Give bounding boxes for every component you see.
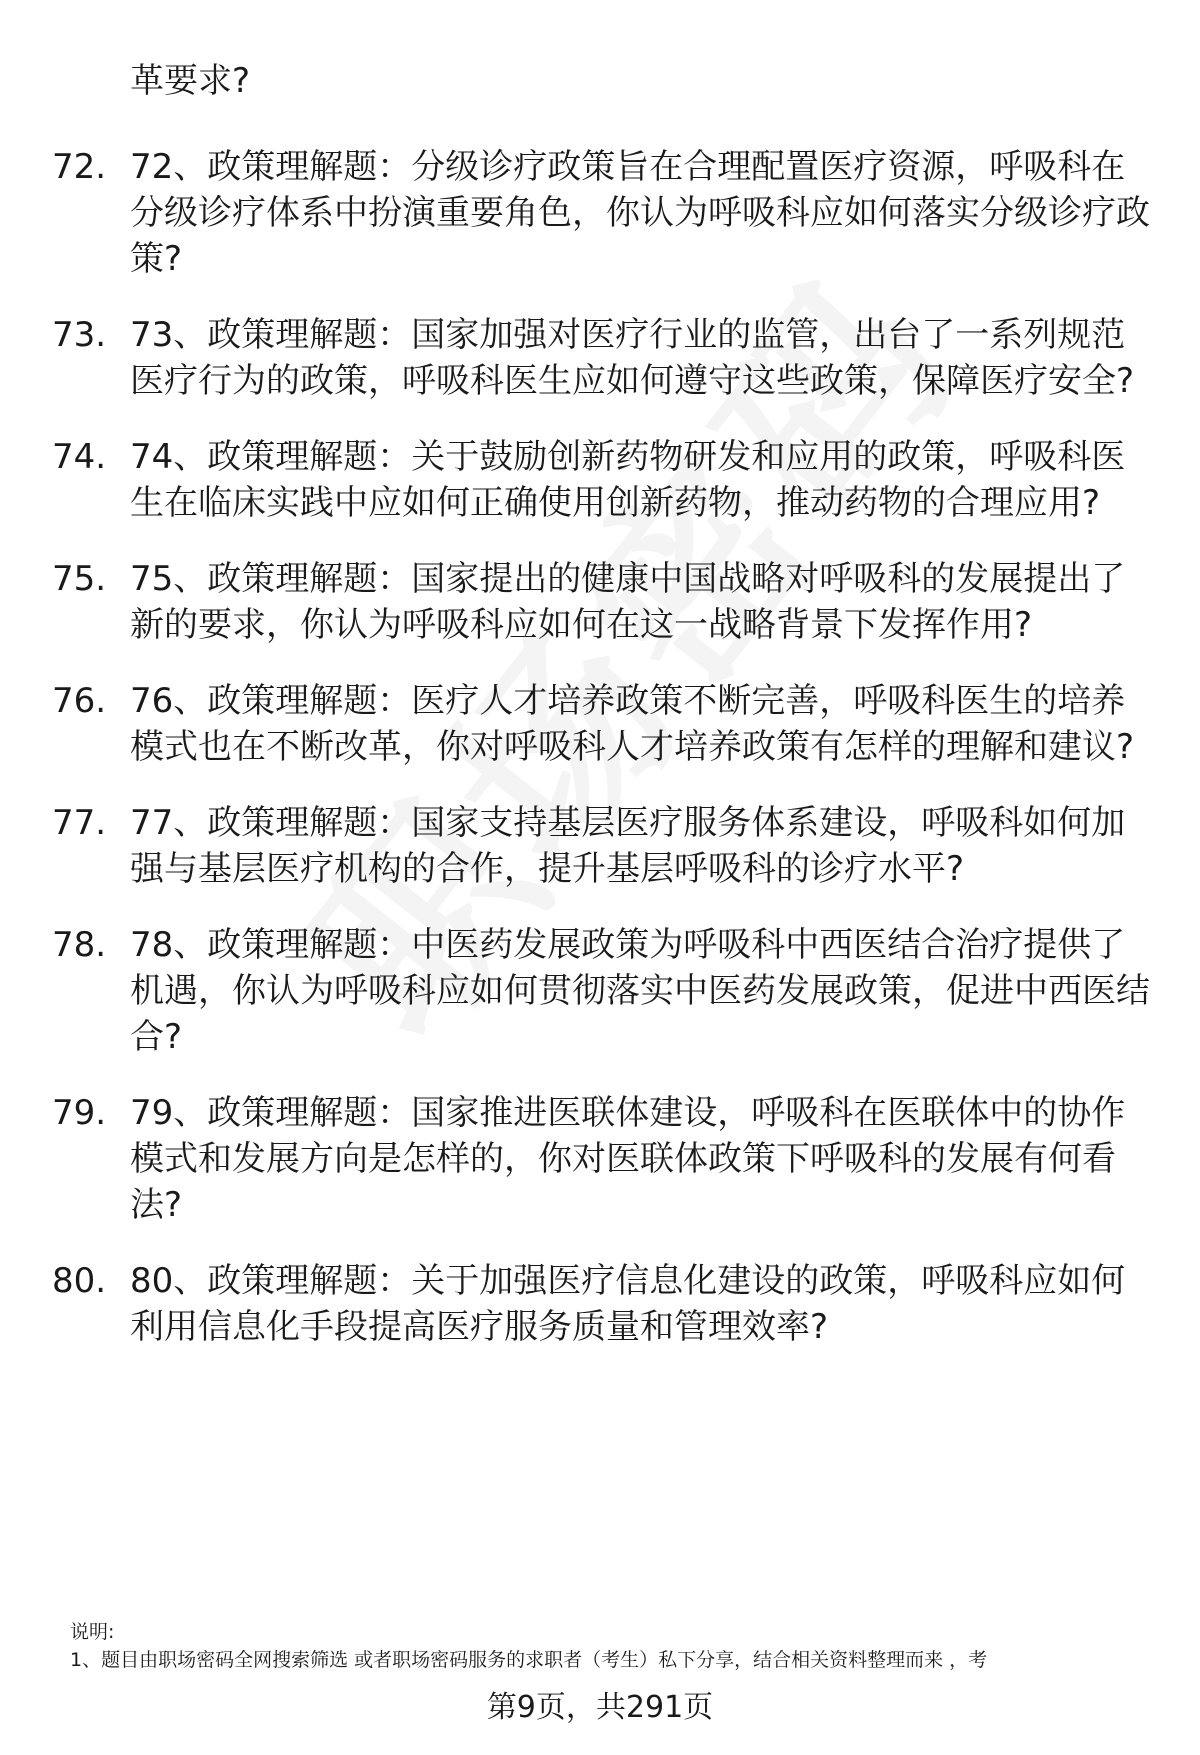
question-number: 77.	[52, 803, 107, 843]
question-number: 73.	[52, 315, 107, 355]
page-indicator: 第9页，共291页	[486, 1690, 714, 1725]
question-text: 77、政策理解题：国家支持基层医疗服务体系建设，呼吸科如何加强与基层医疗机构的合作，提升基层呼吸科的诊疗水平?	[130, 803, 1126, 889]
question-text: 79、政策理解题：国家推进医联体建设，呼吸科在医联体中的协作模式和发展方向是怎样的，你对医联体政策下呼吸科的发展有何看法?	[130, 1093, 1126, 1225]
list-item	[0, 1090, 1200, 1228]
list-item	[0, 1258, 1200, 1350]
question-number: 75.	[52, 559, 107, 599]
question-text: 72、政策理解题：分级诊疗政策旨在合理配置医疗资源，呼吸科在分级诊疗体系中扮演重要角色，你认为呼吸科应如何落实分级诊疗政策?	[130, 147, 1150, 279]
question-number: 80.	[52, 1261, 107, 1301]
list-item	[0, 144, 1200, 282]
question-number: 78.	[52, 925, 107, 965]
notes-section	[70, 1618, 1150, 1674]
list-item	[0, 678, 1200, 770]
question-text: 73、政策理解题：国家加强对医疗行业的监管，出台了一系列规范医疗行为的政策，呼吸科医生应如何遵守这些政策，保障医疗安全?	[130, 315, 1135, 401]
question-text: 75、政策理解题：国家提出的健康中国战略对呼吸科的发展提出了新的要求，你认为呼吸科应如何在这一战略背景下发挥作用?	[130, 559, 1126, 645]
continuation-text: 革要求?	[130, 61, 251, 101]
question-text: 74、政策理解题：关于鼓励创新药物研发和应用的政策，呼吸科医生在临床实践中应如何正确使用创新药物，推动药物的合理应用?	[130, 437, 1126, 523]
question-number: 79.	[52, 1093, 107, 1133]
list-item	[0, 922, 1200, 1060]
notes-line: 1、题目由职场密码全网搜索筛选 或者职场密码服务的求职者（考生）私下分享，结合相关资料整理而来 ，考	[70, 1649, 988, 1671]
question-number: 72.	[52, 147, 107, 187]
question-number: 76.	[52, 681, 107, 721]
list-item	[0, 556, 1200, 648]
question-text: 80、政策理解题：关于加强医疗信息化建设的政策，呼吸科应如何利用信息化手段提高医疗服务质量和管理效率?	[130, 1261, 1126, 1347]
notes-heading: 说明:	[70, 1621, 115, 1643]
question-text: 76、政策理解题：医疗人才培养政策不断完善，呼吸科医生的培养模式也在不断改革，你对呼吸科人才培养政策有怎样的理解和建议?	[130, 681, 1135, 767]
question-text: 78、政策理解题：中医药发展政策为呼吸科中西医结合治疗提供了机遇，你认为呼吸科应如何贯彻落实中医药发展政策，促进中西医结合?	[130, 925, 1150, 1057]
list-item	[0, 312, 1200, 404]
question-list	[0, 144, 1200, 1380]
list-item	[0, 800, 1200, 892]
question-number: 74.	[52, 437, 107, 477]
list-item	[0, 434, 1200, 526]
